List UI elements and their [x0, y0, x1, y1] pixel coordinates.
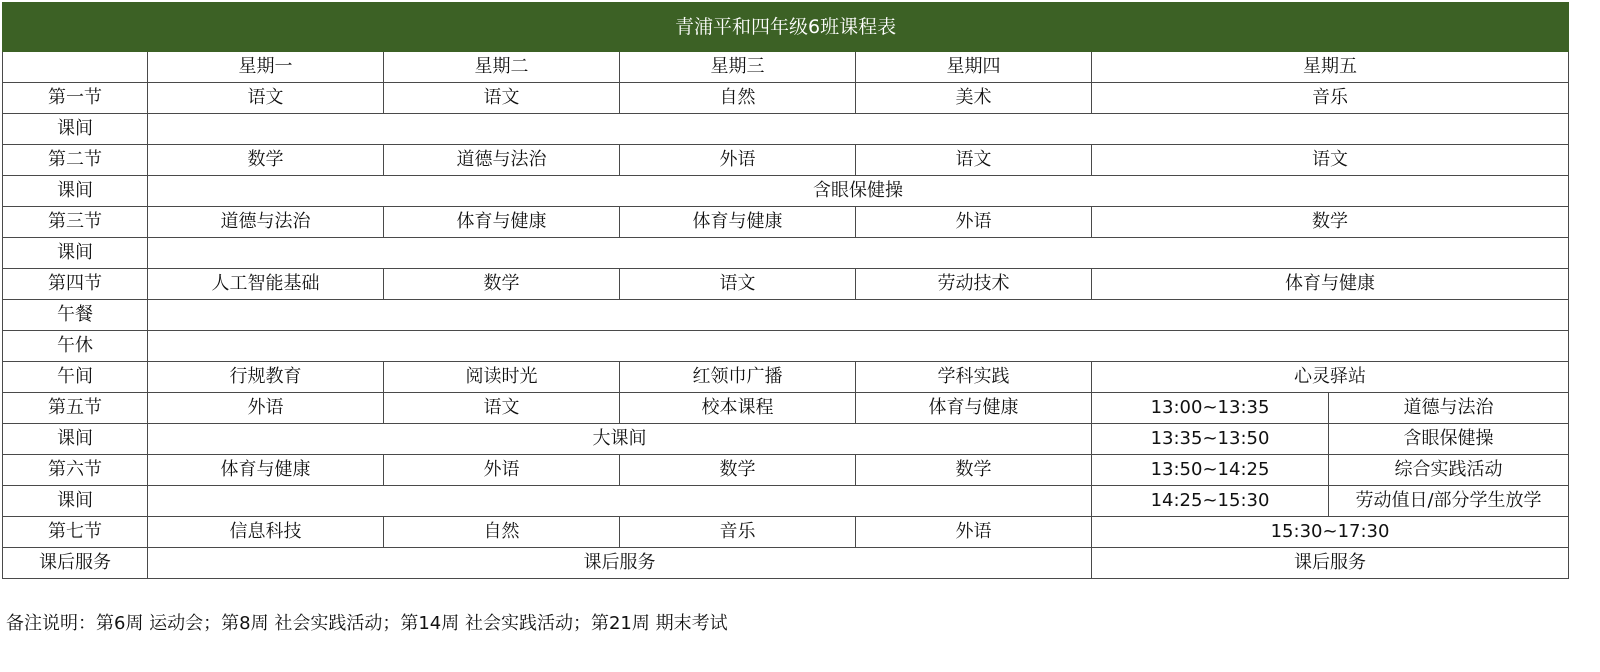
friday-time-cell: 13:00~13:35: [1092, 393, 1329, 424]
class-cell: 劳动技术: [856, 269, 1092, 300]
day-header: 星期五: [1092, 52, 1569, 83]
row-label: 课后服务: [3, 548, 148, 579]
class-cell: 校本课程: [620, 393, 856, 424]
class-cell: 体育与健康: [148, 455, 384, 486]
break-cell: [148, 331, 1569, 362]
class-cell: 体育与健康: [856, 393, 1092, 424]
row-label: 第五节: [3, 393, 148, 424]
corner-cell: [3, 52, 148, 83]
day-header: 星期四: [856, 52, 1092, 83]
row-label: 课间: [3, 424, 148, 455]
table-row: [3, 424, 1569, 455]
friday-time-cell: 14:25~15:30: [1092, 486, 1329, 517]
class-cell: 外语: [620, 145, 856, 176]
row-label: 第三节: [3, 207, 148, 238]
table-row: [3, 331, 1569, 362]
class-cell: 音乐: [620, 517, 856, 548]
table-row: [3, 300, 1569, 331]
table-row: [3, 486, 1569, 517]
class-cell: 阅读时光: [384, 362, 620, 393]
title-row: [3, 3, 1569, 52]
row-label: 第一节: [3, 83, 148, 114]
row-label: 午间: [3, 362, 148, 393]
break-cell: [148, 238, 1569, 269]
table-row: [3, 455, 1569, 486]
break-cell: [148, 114, 1569, 145]
class-cell: 体育与健康: [620, 207, 856, 238]
class-cell: 红领巾广播: [620, 362, 856, 393]
class-cell: 自然: [384, 517, 620, 548]
day-header: 星期三: [620, 52, 856, 83]
row-label: 第六节: [3, 455, 148, 486]
class-cell: 数学: [148, 145, 384, 176]
class-cell: 语文: [384, 83, 620, 114]
table-row: [3, 269, 1569, 300]
row-label: 第四节: [3, 269, 148, 300]
class-cell: 学科实践: [856, 362, 1092, 393]
friday-activity-cell: 含眼保健操: [1329, 424, 1569, 455]
class-cell: 道德与法治: [384, 145, 620, 176]
table-row: [3, 114, 1569, 145]
remarks-note: 备注说明：第6周 运动会；第8周 社会实践活动；第14周 社会实践活动；第21周 期末考试: [6, 613, 728, 634]
class-cell: 体育与健康: [384, 207, 620, 238]
row-label: 第二节: [3, 145, 148, 176]
class-cell: 体育与健康: [1092, 269, 1569, 300]
table-row: [3, 207, 1569, 238]
header-row: [3, 52, 1569, 83]
table-row: [3, 548, 1569, 579]
table-row: [3, 238, 1569, 269]
class-cell: 外语: [148, 393, 384, 424]
break-cell: [148, 300, 1569, 331]
schedule-table: [2, 2, 1569, 579]
friday-time-cell: 15:30~17:30: [1092, 517, 1569, 548]
day-header: 星期一: [148, 52, 384, 83]
row-label: 课间: [3, 486, 148, 517]
row-label: 课间: [3, 114, 148, 145]
table-row: [3, 145, 1569, 176]
row-label: 课间: [3, 238, 148, 269]
class-cell: 自然: [620, 83, 856, 114]
class-cell: 外语: [856, 517, 1092, 548]
class-cell: 语文: [856, 145, 1092, 176]
class-cell: 信息科技: [148, 517, 384, 548]
friday-activity-cell: 综合实践活动: [1329, 455, 1569, 486]
friday-after-school-cell: 课后服务: [1092, 548, 1569, 579]
class-cell: 外语: [856, 207, 1092, 238]
class-cell: 语文: [620, 269, 856, 300]
class-cell: 语文: [384, 393, 620, 424]
after-school-cell: 课后服务: [148, 548, 1092, 579]
class-cell: 数学: [384, 269, 620, 300]
class-cell: 数学: [1092, 207, 1569, 238]
class-cell: 数学: [620, 455, 856, 486]
row-label: 课间: [3, 176, 148, 207]
table-row: [3, 83, 1569, 114]
class-cell: 外语: [384, 455, 620, 486]
break-cell: 含眼保健操: [148, 176, 1569, 207]
table-row: [3, 517, 1569, 548]
class-cell: 道德与法治: [148, 207, 384, 238]
table-row: [3, 176, 1569, 207]
friday-activity-cell: 道德与法治: [1329, 393, 1569, 424]
friday-time-cell: 13:50~14:25: [1092, 455, 1329, 486]
row-label: 午休: [3, 331, 148, 362]
break-cell: 大课间: [148, 424, 1092, 455]
row-label: 第七节: [3, 517, 148, 548]
class-cell: 语文: [148, 83, 384, 114]
class-cell: 人工智能基础: [148, 269, 384, 300]
class-cell: 音乐: [1092, 83, 1569, 114]
class-cell: 行规教育: [148, 362, 384, 393]
day-header: 星期二: [384, 52, 620, 83]
class-cell: 数学: [856, 455, 1092, 486]
friday-time-cell: 13:35~13:50: [1092, 424, 1329, 455]
class-cell: 心灵驿站: [1092, 362, 1569, 393]
class-cell: 语文: [1092, 145, 1569, 176]
friday-activity-cell: 劳动值日/部分学生放学: [1329, 486, 1569, 517]
class-cell: 美术: [856, 83, 1092, 114]
table-row: [3, 362, 1569, 393]
schedule-title: 青浦平和四年级6班课程表: [3, 3, 1569, 52]
table-row: [3, 393, 1569, 424]
row-label: 午餐: [3, 300, 148, 331]
break-cell: [148, 486, 1092, 517]
